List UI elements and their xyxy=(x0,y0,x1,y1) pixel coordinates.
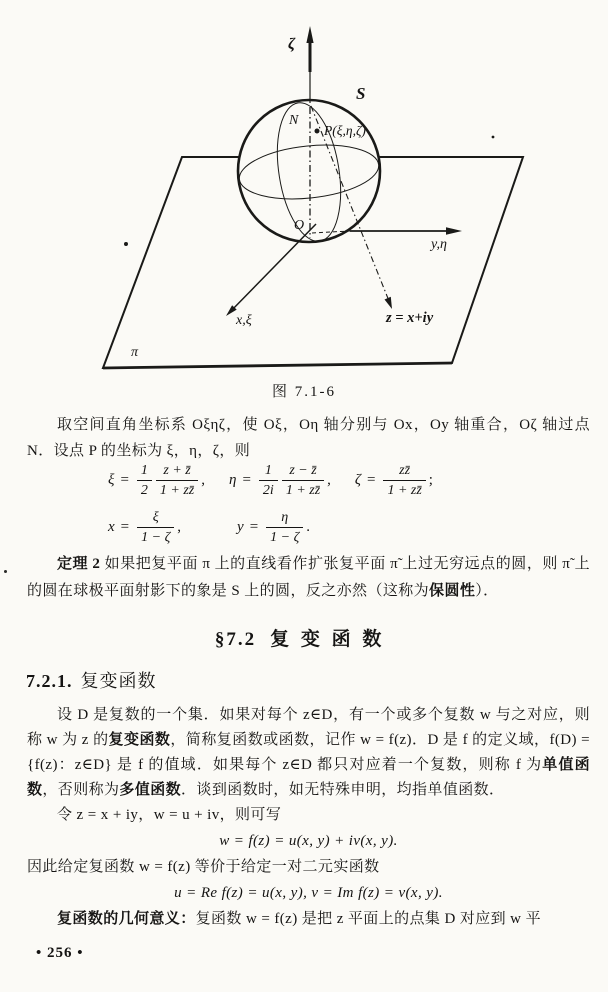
theorem-text-1: 如果把复平面 π 上的直线看作扩张复平面 π̃ 上过无穷远点的圆，则 π̃ 上的圆在球极平面射影下的象是 S 上的圆，反之亦然（这称为 xyxy=(27,556,590,599)
y-axis-label: y,η xyxy=(431,237,447,252)
x-axis-label: x,ξ xyxy=(236,313,252,328)
stereographic-formulas xyxy=(108,462,433,546)
geometric-meaning-lead: 复函数的几何意义： xyxy=(57,911,196,927)
section-number: §7.2 xyxy=(214,629,257,650)
theorem-text-2: ）． xyxy=(475,583,499,599)
fraction: $\frac{\xi}{1 - \zeta}$ xyxy=(137,509,174,546)
subsection-title: 复变函数 xyxy=(80,671,157,691)
x-axis-line xyxy=(229,224,316,313)
section-body xyxy=(27,703,590,932)
z-point-arrowhead xyxy=(385,297,393,309)
formula-row-2 xyxy=(108,509,433,546)
equation-w-uv: w = f(z) = u(x, y) + iv(x, y). xyxy=(219,833,398,849)
subsection-heading xyxy=(26,667,157,693)
sphere-outline xyxy=(238,100,380,242)
plane-label: π xyxy=(131,345,139,360)
formula-row-1 xyxy=(108,462,433,499)
therefore-line: 因此给定复函数 w = f(z) 等价于给定一对二元实函数 xyxy=(27,859,380,875)
y-axis-arrowhead xyxy=(446,227,462,235)
fraction: $\frac{z + z̄}{1 + zz̄}$ xyxy=(156,462,198,499)
paragraph-coordinates xyxy=(27,412,590,464)
theorem-2 xyxy=(27,551,590,605)
scan-speck xyxy=(4,570,7,573)
plane-front-edge xyxy=(103,363,452,368)
formula-x: x = $\frac{\xi}{1 - \zeta}$ , xyxy=(108,510,182,545)
z-point-label: z = x+iy xyxy=(386,310,434,326)
page-number: • 256 • xyxy=(36,945,84,961)
formula-xi: ξ = $\frac{1}{2}$ $\frac{z + z̄}{1 + zz̄}$ , xyxy=(108,463,205,498)
term-single-valued: 单值函数 xyxy=(27,757,590,798)
sphere-label: S xyxy=(356,84,366,103)
formula-y: y = $\frac{\eta}{1 - \zeta}$ . xyxy=(237,510,311,545)
geometric-meaning-line: 复函数的几何意义：复函数 w = f(z) 是把 z 平面上的点集 D 对应到 w 平 xyxy=(57,911,541,927)
term-complex-function: 复变函数 xyxy=(108,732,171,748)
formula-eta: η = $\frac{1}{2i}$ $\frac{z - z̄}{1 + zz̄}$ , xyxy=(229,463,331,498)
zeta-axis-arrowhead xyxy=(306,26,313,43)
riemann-sphere-figure xyxy=(0,0,608,405)
speck-dot xyxy=(492,136,495,139)
let-z-line: 令 z = x + iy，w = u + iv，则可写 xyxy=(57,807,282,823)
point-p-label: P(ξ,η,ζ) xyxy=(324,123,366,138)
section-title: 复变函数 xyxy=(270,629,394,650)
fraction: $\frac{\eta}{1 - \zeta}$ xyxy=(266,509,303,546)
zeta-axis-label: ζ xyxy=(288,36,296,53)
figure-caption: 图 7.1-6 xyxy=(272,384,336,400)
section-heading xyxy=(0,624,608,651)
definition-paragraph: 设 D 是复数的一个集．如果对每个 z∈D，有一个或多个复数 w 与之对应，则称 w 为 z 的复变函数，简称复函数或函数，记作 w = f(z)．D 是 f 的定义域，f(D) = {f(z)：z∈D} 是 f 的值域．如果每个 z∈D 都只对应着一个复数，则称 f 为单值函数，否则称为多值函数．谈到函数时，如无特殊申明，均指单值函数． xyxy=(27,707,590,798)
paragraph-coordinates-text: 取空间直角坐标系 Oξηζ，使 Oξ，Oη 轴分别与 Ox，Oy 轴重合，Oζ 轴过点 N．设点 P 的坐标为 ξ，η，ζ，则 xyxy=(27,417,590,459)
fraction: $\frac{zz̄}{1 + zz̄}$ xyxy=(383,462,425,499)
fraction: $\frac{1}{2}$ xyxy=(137,462,152,499)
fraction: $\frac{1}{2i}$ xyxy=(259,462,278,499)
formula-zeta: ζ = $\frac{zz̄}{1 + zz̄}$ ; xyxy=(354,463,433,498)
equation-re-im: u = Re f(z) = u(x, y), v = Im f(z) = v(x, y). xyxy=(174,885,443,901)
origin-label: O xyxy=(294,218,305,233)
term-multi-valued: 多值函数 xyxy=(119,782,182,798)
point-p-dot xyxy=(315,129,320,134)
theorem-emph: 保圆性 xyxy=(429,583,476,599)
theorem-label: 定理 2 xyxy=(57,556,101,572)
fraction: $\frac{z - z̄}{1 + zz̄}$ xyxy=(282,462,324,499)
north-pole-label: N xyxy=(289,113,299,128)
subsection-number: 7.2.1. xyxy=(26,671,73,691)
speck-dot xyxy=(124,242,128,246)
